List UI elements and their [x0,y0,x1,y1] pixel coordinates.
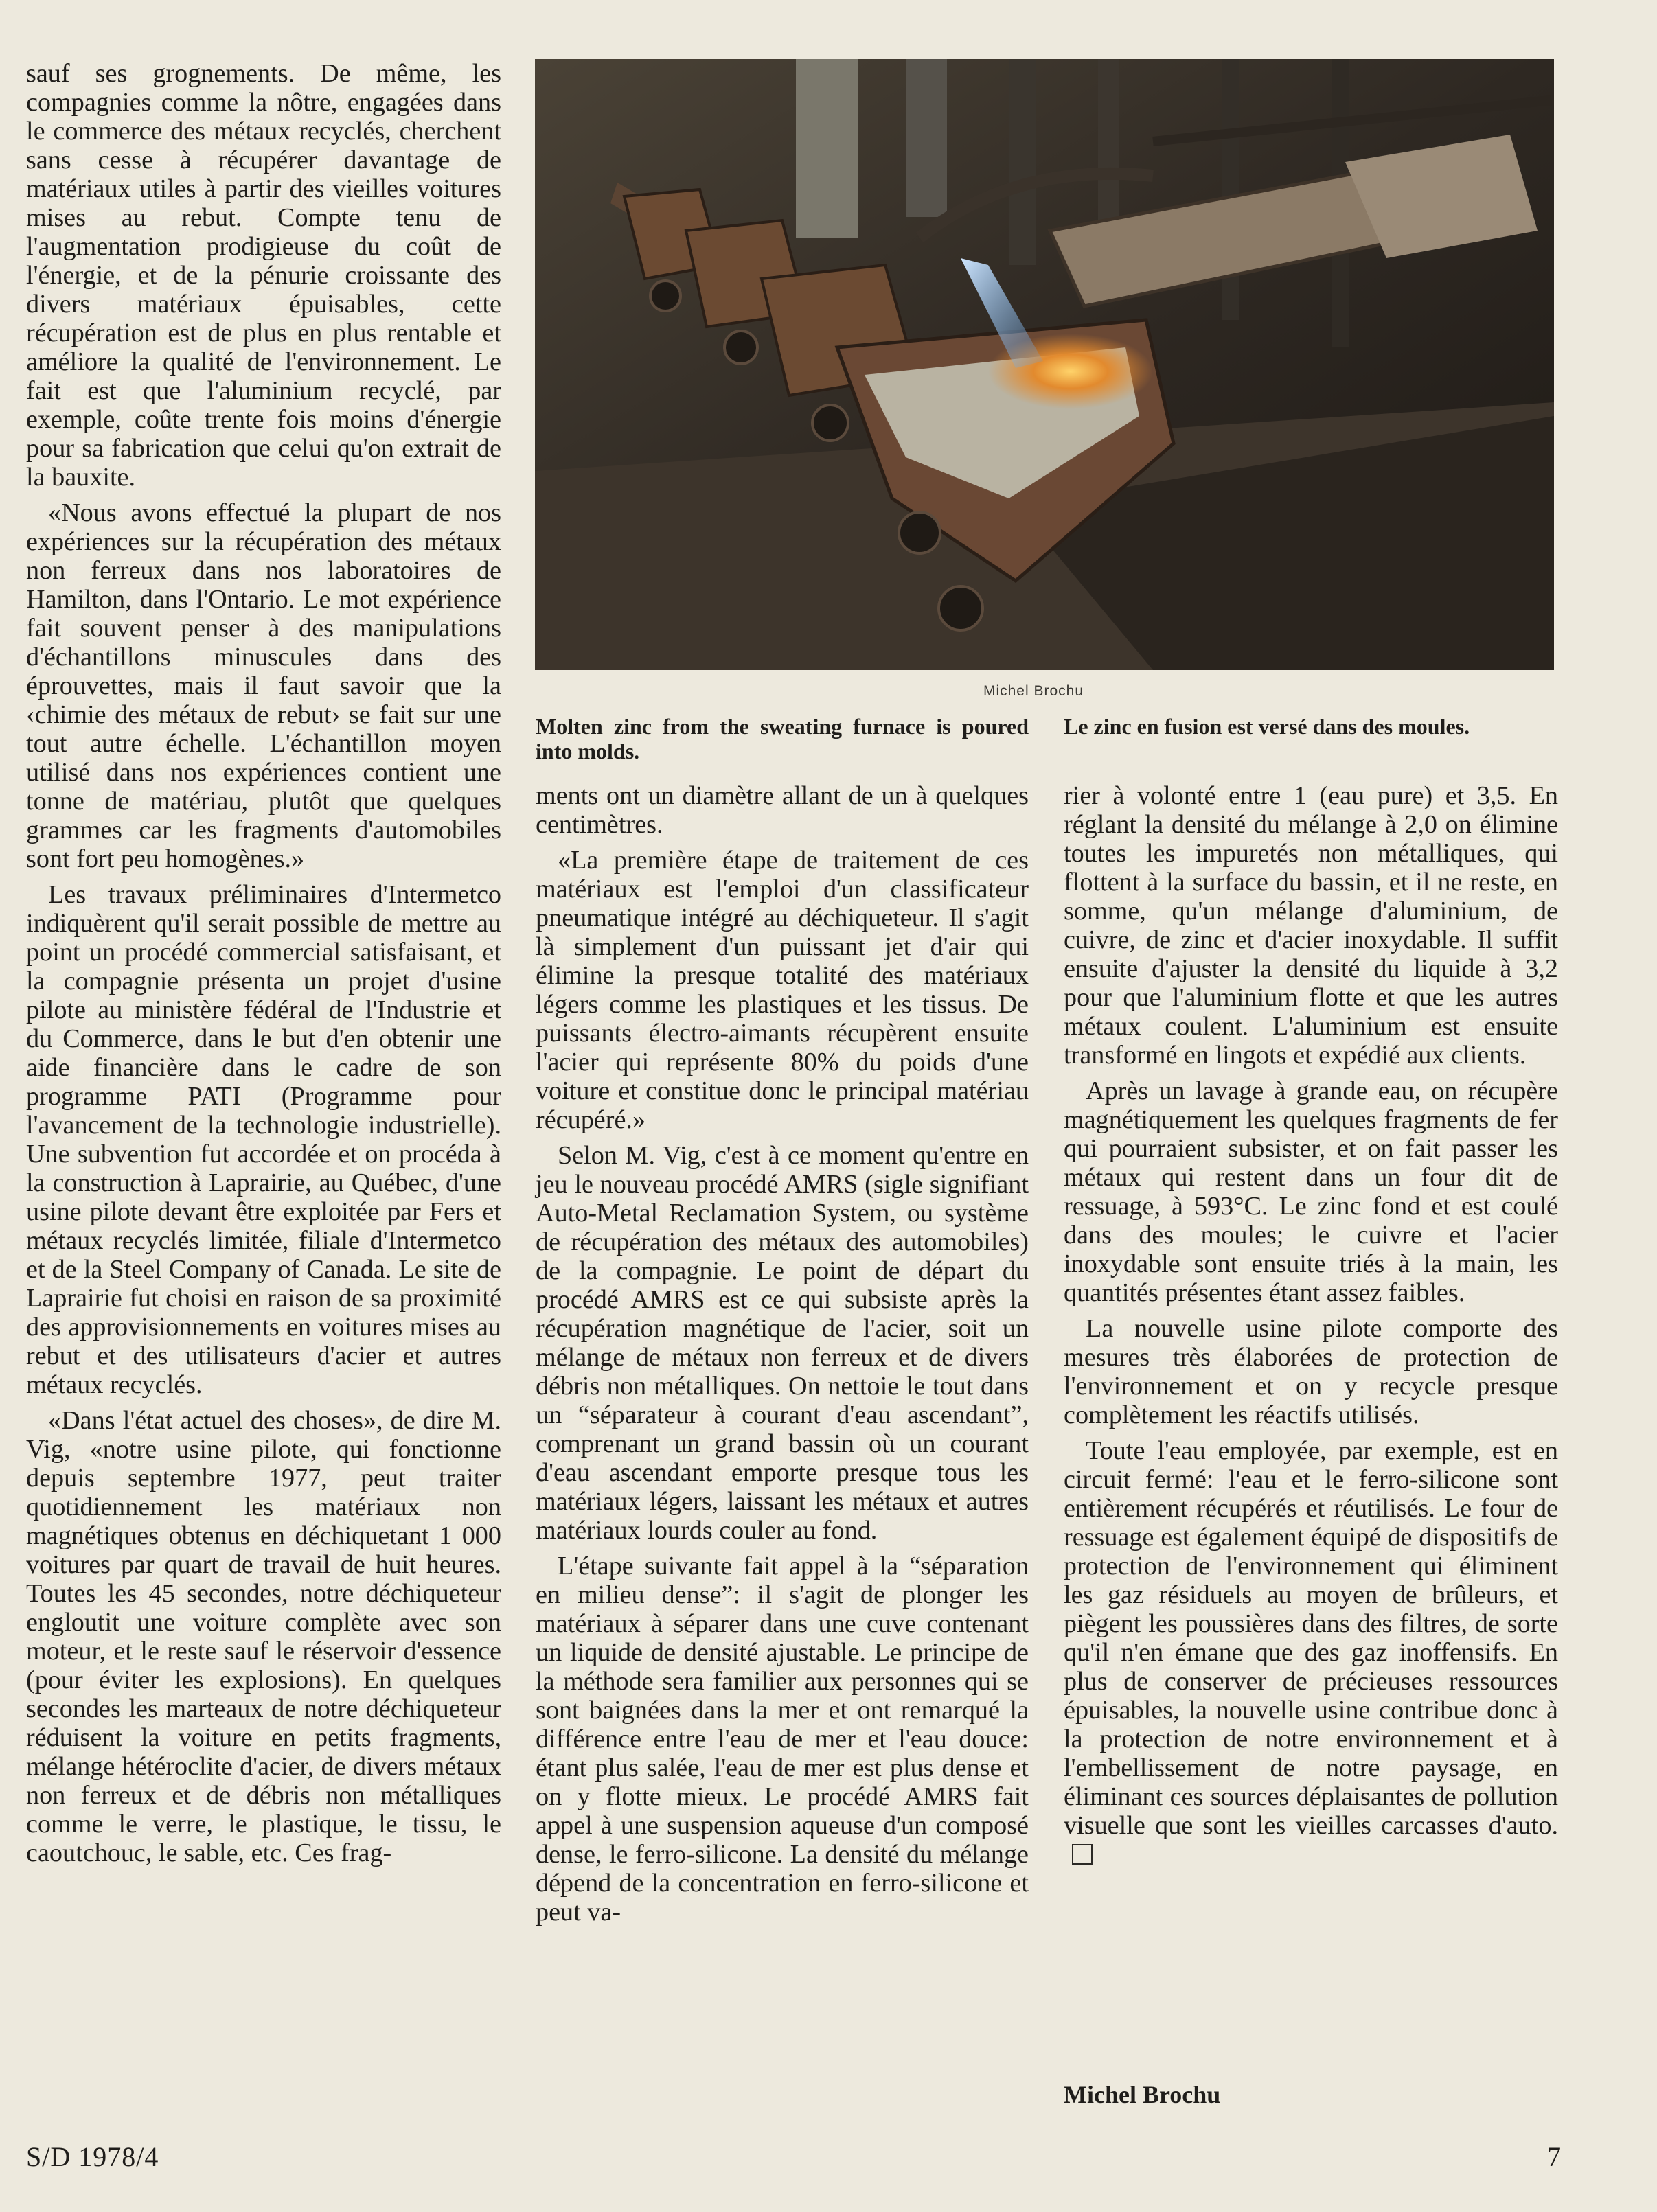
paragraph: Selon M. Vig, c'est à ce moment qu'entre en jeu le nouveau procédé AMRS (sigle signifiant Auto-Metal Reclamation System, ou système de récupération des métaux des automobiles) de la compagnie. Le point de départ du procédé AMRS est ce qui subsiste après la récupération magnétique de l'acier, soit un mélange de métaux non ferreux et de divers débris non métalliques. On nettoie le tout dans un “séparateur à courant d'eau ascendant”, comprenant un grand bassin où un courant d'eau ascendant emporte presque tous les matériaux légers, laissant les métaux et autres matériaux lourds couler au fond. [536,1141,1029,1545]
paragraph: «Dans l'état actuel des choses», de dire M. Vig, «notre usine pilote, qui fonctionne depuis septembre 1977, peut traiter quotidiennement les matériaux non magnétiques obtenus en déchiquetant 1 000 voitures par quart de travail de huit heures. Toutes les 45 secondes, notre déchiqueteur engloutit une voiture complète avec son moteur, et le reste sauf le réservoir d'essence (pour éviter les explosions). En quelques secondes les marteaux de notre déchiqueteur réduisent la voiture en petits fragments, mélange hétéroclite d'acier, de divers métaux non ferreux et de débris non métalliques comme le verre, le plastique, le tissu, le caoutchouc, le sable, etc. Ces frag- [26,1406,501,1867]
article-column-1 [26,59,501,1874]
article-column-2 [536,781,1029,1933]
issue-label: S/D 1978/4 [26,2141,159,2172]
photo-caption-english: Molten zinc from the sweating furnace is poured into molds. [536,714,1029,763]
furnace-photo [535,59,1554,670]
end-of-article-mark [1072,1844,1093,1865]
paragraph: ments ont un diamètre allant de un à quelques centimètres. [536,781,1029,839]
page-number: 7 [1547,2141,1561,2172]
paragraph-text: Toute l'eau employée, par exemple, est en circuit fermé: l'eau et le ferro-silicone sont entièrement récupérés et réutilisés. Le four de ressuage est également équipé de dispositifs de protection de l'environnement qui éliminent les gaz résiduels au moyen de brûleurs, et piègent les poussières dans des filtres, de sorte qu'il n'en émane que des gaz inoffensifs. En plus de conserver de précieuses ressources épuisables, la nouvelle usine contribue donc à la protection de notre environnement et à l'embellissement de notre paysage, en éliminant ces sources déplaisantes de pollution visuelle que sont les vieilles carcasses d'auto. [1064,1436,1558,1840]
author-signature: Michel Brochu [1064,2081,1221,2108]
paragraph: Les travaux préliminaires d'Intermetco indiquèrent qu'il serait possible de mettre au point un procédé commercial satisfaisant, et la compagnie présenta un projet d'usine pilote au ministère fédéral de l'Industrie et du Commerce, dans le but d'en obtenir une aide financière dans le cadre de son programme PATI (Programme pour l'avancement de la technologie industrielle). Une subvention fut accordée et on procéda à la construction à Laprairie, au Québec, d'une usine pilote devant être exploitée par Fers et métaux recyclés limitée, filiale d'Intermetco et de la Steel Company of Canada. Le site de Laprairie fut choisi en raison de sa proximité des approvisionnements en voitures mises au rebut et des utilisateurs d'acier et autres métaux recyclés. [26,880,501,1399]
paragraph: «La première étape de traitement de ces matériaux est l'emploi d'un classificateur pneumatique intégré au déchiqueteur. Il s'agit là simplement d'un puissant jet d'air qui élimine la presque totalité des matériaux légers comme les plastiques et les tissus. De puissants électro-aimants récupèrent ensuite l'acier qui représente 80% du poids d'une voiture et constitue donc le principal matériau récupéré.» [536,846,1029,1134]
paragraph: Après un lavage à grande eau, on récupère magnétiquement les quelques fragments de fer qui pourraient subsister, et on fait passer les métaux qui restent dans un four dit de ressuage, à 593°C. Le zinc fond et est coulé dans des moules; le cuivre et l'acier inoxydable sont ensuite triés à la main, les quantités présentes étant assez faibles. [1064,1076,1558,1307]
photo-caption-french: Le zinc en fusion est versé dans des moules. [1064,714,1470,739]
furnace-photo-image [535,59,1554,670]
paragraph: L'étape suivante fait appel à la “séparation en milieu dense”: il s'agit de plonger les matériaux à séparer dans une cuve contenant un liquide de densité ajustable. Le principe de la méthode sera familier aux personnes qui se sont baignées dans la mer et ont remarqué la différence entre l'eau de mer et l'eau douce: étant plus salée, l'eau de mer est plus dense et on y flotte mieux. Le procédé AMRS fait appel à une suspension aqueuse d'un composé dense, le ferro-silicone. La densité du mélange dépend de la concentration en ferro-silicone et peut va- [536,1552,1029,1926]
article-column-3 [1064,781,1558,1876]
paragraph: «Nous avons effectué la plupart de nos expériences sur la récupération des métaux non ferreux dans nos laboratoires de Hamilton, dans l'Ontario. Le mot expérience fait souvent penser à des manipulations d'échantillons minuscules dans des éprouvettes, mais il faut savoir que la ‹chimie des métaux de rebut› se fait sur une tout autre échelle. L'échantillon moyen utilisé dans nos expériences contient une tonne de matériau, plutôt que quelques grammes car les fragments d'automobiles sont fort peu homogènes.» [26,498,501,873]
paragraph [1064,1436,1558,1869]
photo-credit: Michel Brochu [983,683,1084,699]
paragraph: sauf ses grognements. De même, les compagnies comme la nôtre, engagées dans le commerce des métaux recyclés, cherchent sans cesse à récupérer davantage de matériaux utiles à partir des vieilles voitures mises au rebut. Compte tenu de l'augmentation prodigieuse du coût de l'énergie, et de la pénurie croissante des divers matériaux épuisables, cette récupération est de plus en plus rentable et améliore la qualité de l'environnement. Le fait est que l'aluminium recyclé, par exemple, coûte trente fois moins d'énergie pour sa fabrication que celui qu'on extrait de la bauxite. [26,59,501,492]
paragraph: La nouvelle usine pilote comporte des mesures très élaborées de protection de l'environnement et on y recycle presque complètement les réactifs utilisés. [1064,1314,1558,1429]
paragraph: rier à volonté entre 1 (eau pure) et 3,5. En réglant la densité du mélange à 2,0 on élimine toutes les impuretés non métalliques, qui flottent à la surface du bassin, et il ne reste, en somme, qu'un mélange d'aluminium, de cuivre, de zinc et d'acier inoxydable. Il suffit ensuite d'ajuster la densité du liquide à 3,2 pour que l'aluminium flotte et que les autres métaux coulent. L'aluminium est ensuite transformé en lingots et expédié aux clients. [1064,781,1558,1070]
